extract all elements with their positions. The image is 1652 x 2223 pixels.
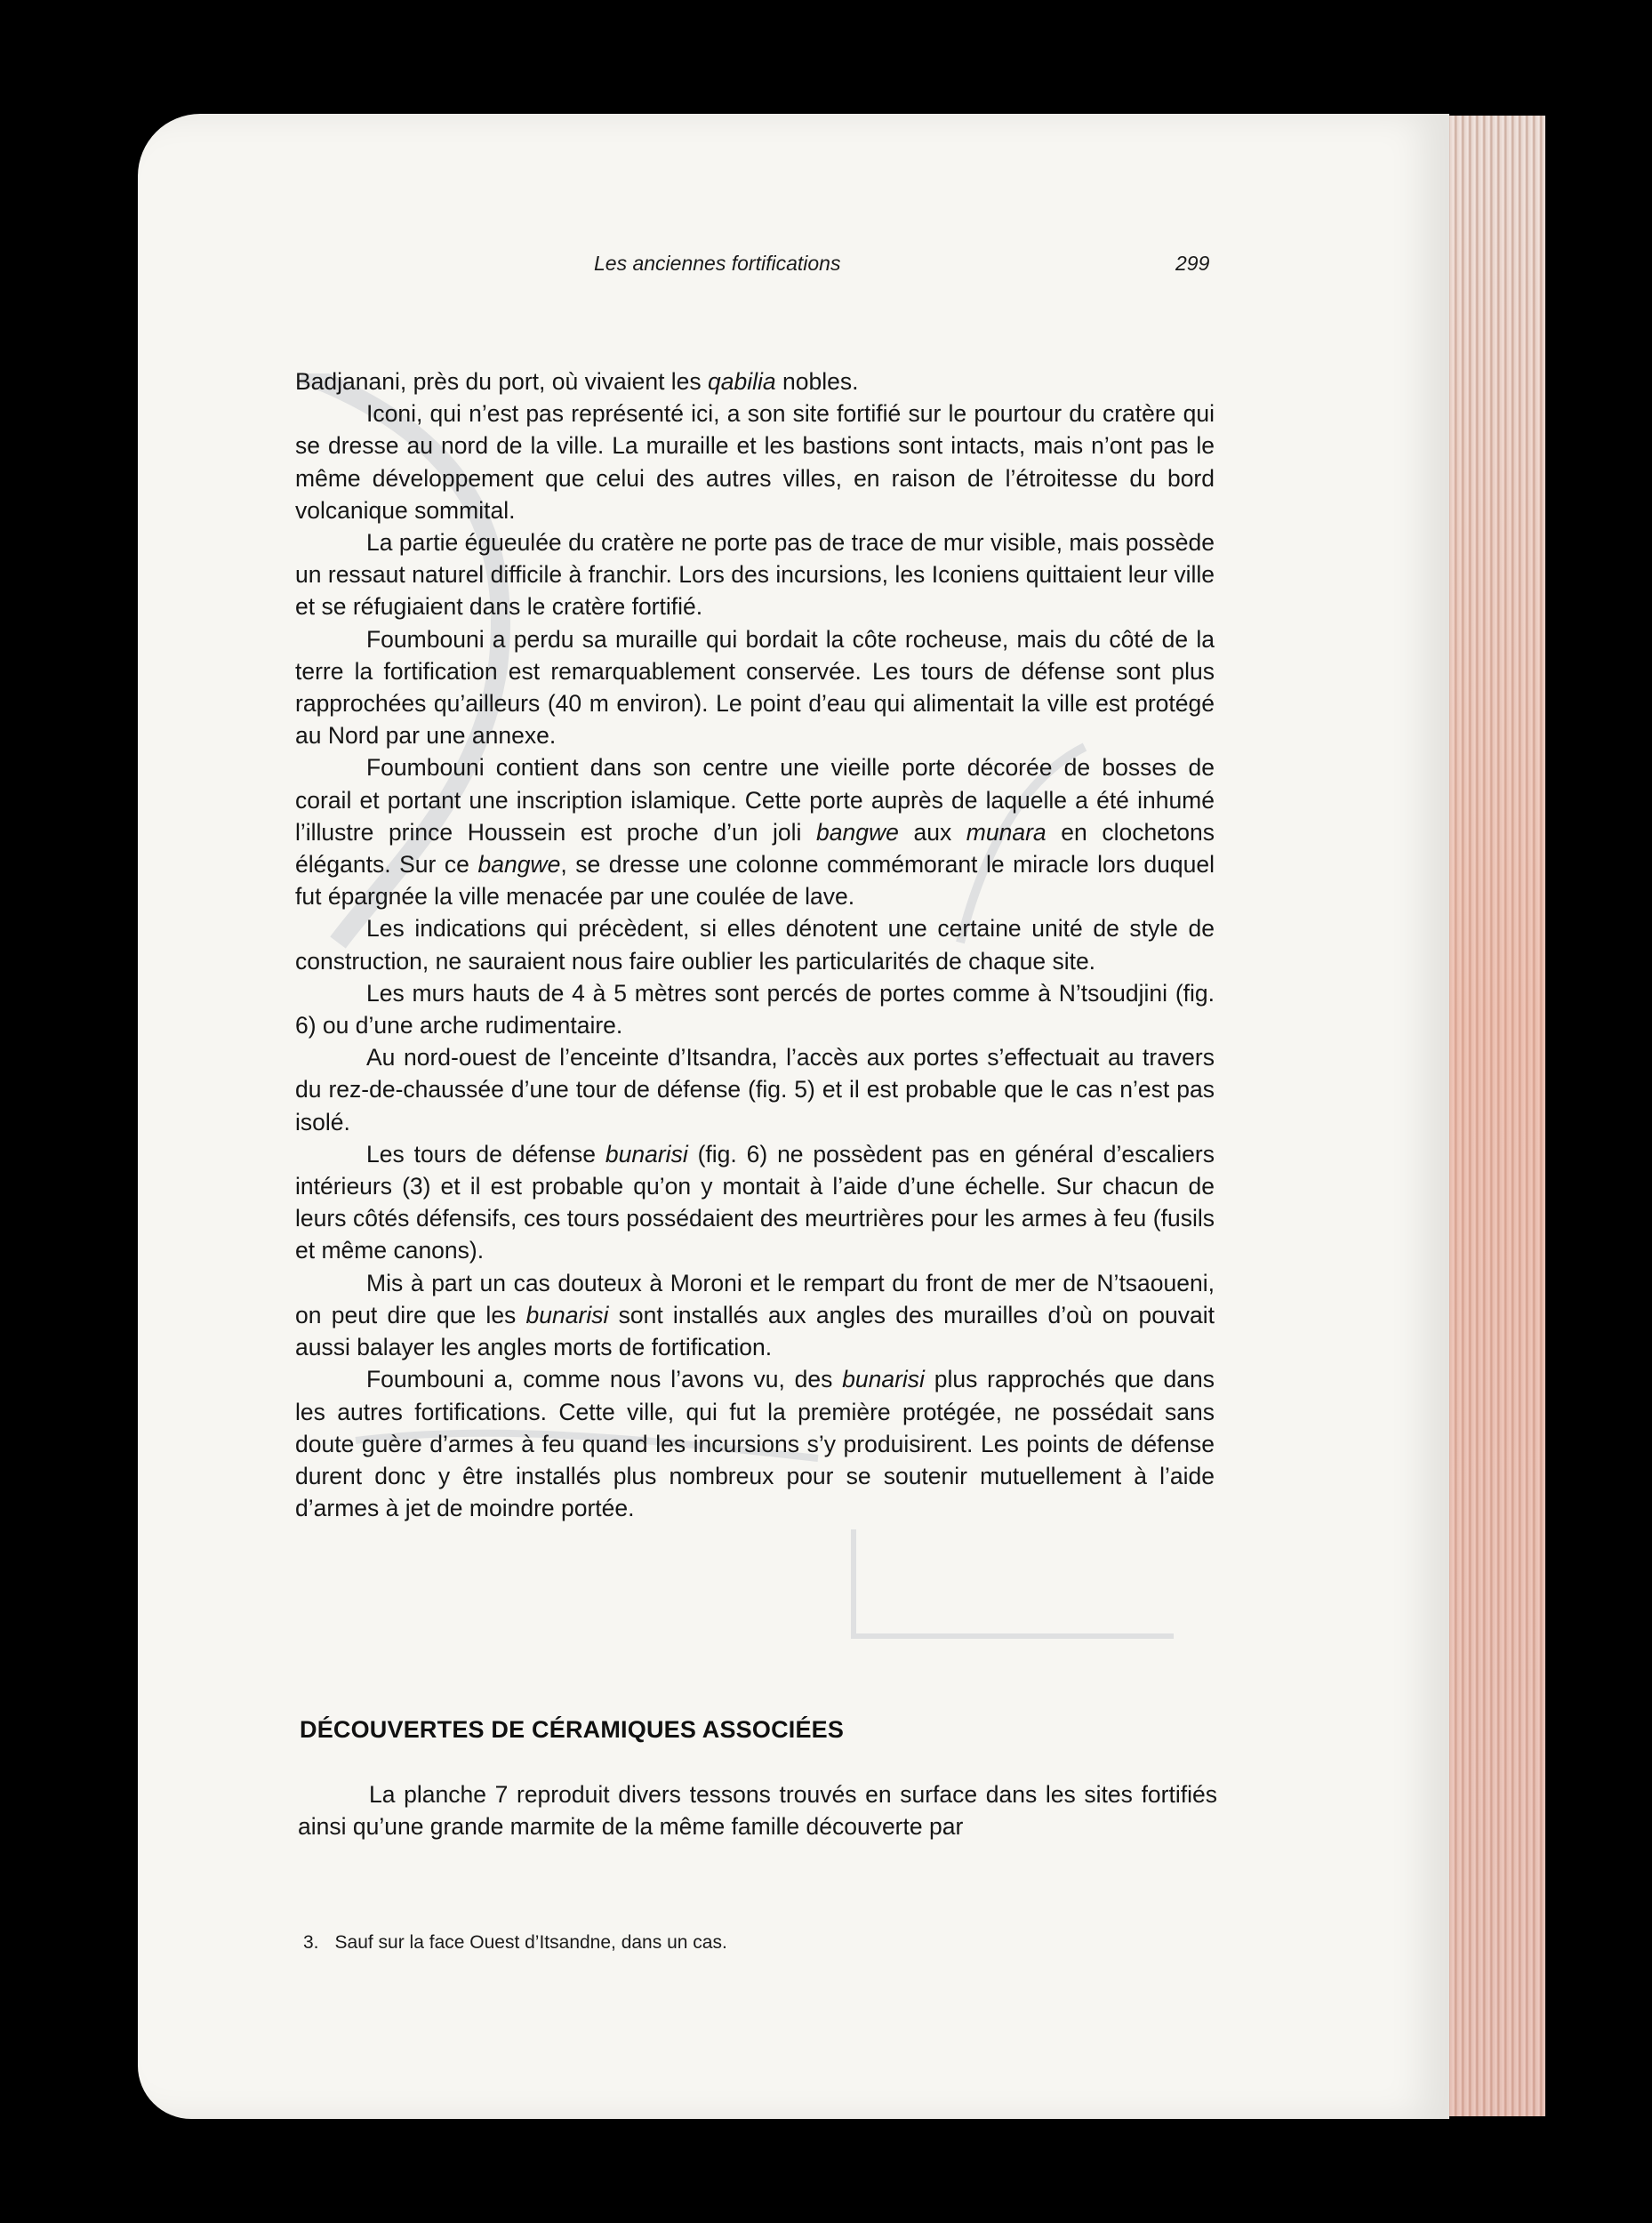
- text-run: Foumbouni contient dans son centre une vieille porte décorée de bosses de corail et portant une inscription islamique. Cette porte auprès de laquelle a été inhumé l’illustre prince Houssein est proche d’un joli: [295, 754, 1215, 846]
- text-run: Mis à part un cas douteux à Moroni et le rempart du front de mer de N’tsaoueni, on peut dire que les: [295, 1269, 1215, 1328]
- body-paragraph: [295, 1267, 1215, 1364]
- text-run: , se dresse une colonne commémorant le miracle lors duquel fut épargnée la ville menacée par une coulée de lave.: [295, 851, 1215, 911]
- text-run: Au nord-ouest de l’enceinte d’Itsandra, l’accès aux portes s’effectuait au travers du rez-de-chaussée d’une tour de défense (fig. 5) et il est probable que le cas n’est pas isolé.: [295, 1044, 1215, 1136]
- section-paragraph: La planche 7 reproduit divers tessons trouvés en surface dans les sites fortifiés ainsi qu’une grande marmite de la même famille découverte par: [298, 1781, 1217, 1841]
- page-header: [0, 252, 1652, 287]
- footnote: [303, 1932, 1192, 1954]
- body-paragraph: [295, 623, 1215, 752]
- body-paragraph: [295, 1363, 1215, 1524]
- italic-term: bangwe: [477, 851, 561, 879]
- italic-term: bangwe: [816, 818, 899, 846]
- footnote-text: Sauf sur la face Ouest d’Itsandne, dans un cas.: [334, 1932, 727, 1953]
- body-paragraph: [295, 397, 1215, 526]
- body-paragraph: [295, 751, 1215, 912]
- body-paragraph: [295, 526, 1215, 623]
- body-paragraph: [295, 912, 1215, 976]
- italic-term: bunarisi: [605, 1140, 688, 1168]
- body-paragraph: [295, 1041, 1215, 1138]
- section-heading: DÉCOUVERTES DE CÉRAMIQUES ASSOCIÉES: [300, 1716, 845, 1743]
- italic-term: bunarisi: [842, 1366, 925, 1393]
- text-run: Badjanani, près du port, où vivaient les: [295, 368, 709, 395]
- text-run: sont installés aux angles des murailles d’où on pouvait aussi balayer les angles morts de fortification.: [295, 1301, 1215, 1361]
- text-run: Les murs hauts de 4 à 5 mètres sont percés de portes comme à N’tsoudjini (fig. 6) ou d’une arche rudimentaire.: [295, 979, 1215, 1039]
- italic-term: qabilia: [708, 368, 776, 395]
- body-paragraph: [295, 365, 1215, 397]
- text-run: nobles.: [775, 368, 859, 395]
- text-run: Iconi, qui n’est pas représenté ici, a son site fortifié sur le pourtour du cratère qui se dresse au nord de la ville. La muraille et les bastions sont intacts, mais n’ont pas le même développement que celui des autres villes, en raison de l’étroitesse du bord volcanique sommital.: [295, 400, 1215, 524]
- running-title: Les anciennes fortifications: [594, 252, 841, 275]
- italic-term: munara: [966, 818, 1047, 846]
- text-run: aux: [898, 818, 966, 846]
- text-run: en clochetons élégants. Sur ce: [295, 818, 1215, 879]
- body-paragraph: [295, 1138, 1215, 1267]
- text-run: Foumbouni a, comme nous l’avons vu, des: [366, 1366, 843, 1393]
- text-run: plus rapprochés que dans les autres fortifications. Cette ville, qui fut la première protégée, ne possédait sans doute guère d’armes à feu quand les incursions s’y produisirent. Les points de défense durent donc y être installés plus nombreux pour se soutenir mutuellement à l’aide d’armes à jet de moindre portée.: [295, 1366, 1215, 1522]
- text-run: Les indications qui précèdent, si elles dénotent une certaine unité de style de construction, ne sauraient nous faire oublier les particularités de chaque site.: [295, 915, 1215, 975]
- text-run: (fig. 6) ne possèdent pas en général d’escaliers intérieurs (3) et il est probable qu’on y montait à l’aide d’une échelle. Sur chacun de leurs côtés défensifs, ces tours possédaient des meurtrières pour les armes à feu (fusils et même canons).: [295, 1140, 1215, 1264]
- text-run: Les tours de défense: [366, 1140, 605, 1168]
- footnote-number: 3.: [303, 1932, 319, 1953]
- italic-term: bunarisi: [525, 1301, 609, 1328]
- text-run: Foumbouni a perdu sa muraille qui bordait la côte rocheuse, mais du côté de la terre la fortification est remarquablement conservée. Les tours de défense sont plus rapprochées qu’ailleurs (40 m environ). Le point d’eau qui alimentait la ville est protégé au Nord par une annexe.: [295, 625, 1215, 750]
- body-paragraph: [295, 977, 1215, 1041]
- section-text: [298, 1778, 1217, 1842]
- page-number: 299: [1175, 252, 1210, 275]
- text-run: La partie égueulée du cratère ne porte pas de trace de mur visible, mais possède un ressaut naturel difficile à franchir. Lors des incursions, les Iconiens quittaient leur ville et se réfugiaient dans le cratère fortifié.: [295, 529, 1215, 621]
- body-text: [295, 365, 1215, 1524]
